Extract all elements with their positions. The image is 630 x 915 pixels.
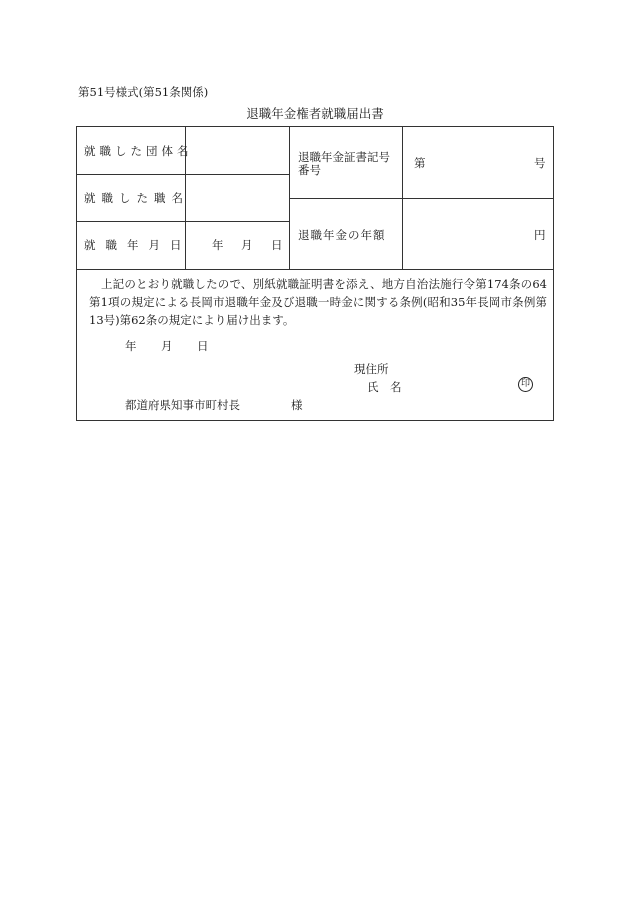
certificate-number-label-line1: 退職年金証書記号 — [298, 150, 390, 164]
org-name-field[interactable] — [191, 143, 283, 159]
declaration-date-month: 月 — [161, 339, 173, 353]
honorific-label: 様 — [291, 398, 303, 412]
certificate-prefix: 第 — [414, 156, 426, 170]
seal-mark: 印 — [518, 377, 533, 392]
divider — [77, 221, 289, 222]
address-label: 現住所 — [354, 362, 389, 376]
org-name-label: 就職した団体名 — [84, 144, 193, 158]
form-title: 退職年金権者就職届出書 — [246, 106, 384, 121]
position-field[interactable] — [191, 190, 283, 206]
certificate-number-label-line2: 番号 — [298, 163, 321, 177]
declaration-text: 上記のとおり就職したので、別紙就職証明書を添え、地方自治法施行令第174条の64第1項の規定による長岡市退職年金及び退職一時金に関する条例(昭和35年長岡市条例第13号)第62条の規定により届け出ます。 — [89, 277, 547, 327]
declaration-date-day: 日 — [197, 339, 209, 353]
annual-amount-unit: 円 — [534, 228, 546, 242]
addressee-label: 都道府県知事市町村長 — [125, 398, 240, 412]
date-day-unit: 日 — [271, 238, 283, 252]
declaration-date-year: 年 — [125, 339, 137, 353]
position-label: 就職した職名 — [84, 191, 189, 205]
annual-amount-label: 退職年金の年額 — [298, 228, 386, 242]
form-table — [76, 126, 554, 421]
date-year-unit: 年 — [212, 238, 224, 252]
certificate-suffix: 号 — [534, 156, 546, 170]
certificate-number-label — [298, 151, 390, 177]
name-label: 氏 名 — [367, 380, 402, 394]
employment-date-label: 就職年月日 — [84, 238, 192, 252]
divider — [77, 269, 554, 270]
date-month-unit: 月 — [241, 238, 253, 252]
form-number-label: 第51号様式(第51条関係) — [78, 85, 209, 99]
divider — [77, 174, 289, 175]
divider — [289, 198, 554, 199]
